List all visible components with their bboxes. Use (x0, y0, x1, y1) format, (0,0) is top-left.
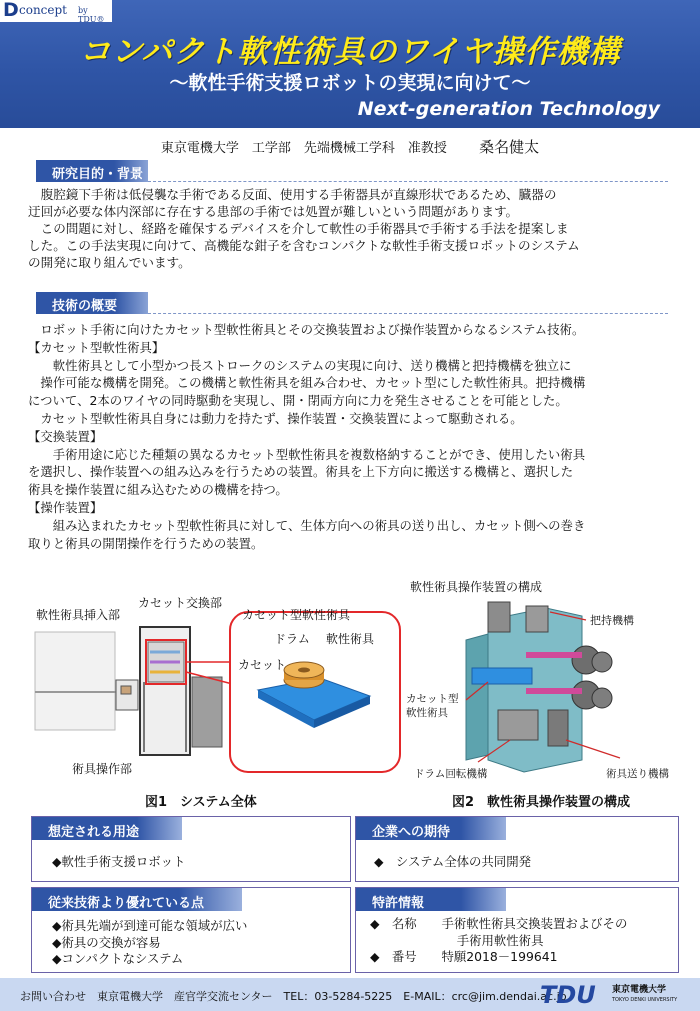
box-expectation-text: ◆ システム全体の共同開発 (374, 854, 531, 869)
author-name: 桑名健太 (479, 138, 540, 156)
footer (0, 978, 700, 1011)
tdu-logo: TDU (540, 981, 596, 1009)
label-grip-mechanism: 把持機構 (590, 614, 634, 627)
figure-system-overview (30, 592, 402, 780)
overview-text: ロボット手術に向けたカセット型軟性術具とその交換装置および操作装置からなるシステム技術。 【カセット型軟性術具】 軟性術具として小型かつ長ストロークのシステムの実現に向け、送り機構と把持機構を独立に 操作可能な機構を開発。この機構と軟性術具を組み合わせ、カセット型にした軟性術具。把持機構 について、2本のワイヤの同時駆動を実現し、開・閉両方向に力を発生させることを可能とした。 カセット型軟性術具自身には動力を持たず、操作装置・交換装置によって駆動される。 【交換装置】 手術用途に応じた種類の異なるカセット型軟性術具を複数格納することができ、使用したい術具 を選択し、操作装置への組み込みを行うための装置。術具を上下方向に搬送する機構と、選択した 術具を操作装置に組み込むための機構を持つ。 【操作装置】 組み込まれたカセット型軟性術具に対して、生体方向への術具の送り出し、カセット側への巻き 取りと術具の開閉操作を行うための装置。 (28, 322, 586, 551)
section-divider (148, 292, 668, 314)
box-patent-heading: 特許情報 (356, 888, 506, 911)
label-drum: ドラム (274, 632, 310, 646)
figure2-title: 軟性術具操作装置の構成 (410, 580, 543, 594)
author-line (0, 136, 700, 157)
figure2-caption: 図2 軟性術具操作装置の構成 (452, 795, 631, 810)
label-feed-mechanism: 術具送り機構 (606, 768, 669, 780)
box-expectation (355, 816, 679, 882)
box-use-text: ◆軟性手術支援ロボット (52, 854, 186, 869)
dconcept-logo (0, 0, 112, 22)
figure-operation-device (406, 580, 686, 790)
operation-device-diagram (406, 590, 686, 780)
label-insertion-part: 軟性術具挿入部 (36, 608, 121, 622)
label-cassette-tool: カセット型軟性術具 (242, 608, 351, 622)
box-patent (355, 887, 679, 973)
box-patent-text: ◆ 名称 手術軟性術具交換装置およびその 手術用軟性術具 ◆ 番号 特願2018－199641 (370, 916, 628, 964)
author-affiliation: 東京電機大学 工学部 先端機械工学科 准教授 (160, 141, 447, 156)
box-expectation-heading: 企業への期待 (356, 817, 506, 840)
label-cassette-tool-2: カセット型 軟性術具 (406, 693, 459, 719)
logo-concept: concept (19, 3, 67, 17)
figure1-caption: 図1 システム全体 (145, 795, 257, 810)
purpose-text: 腹腔鏡下手術は低侵襲な手術である反面、使用する手術器具が直線形状であるため、臓器の 迂回が必要な体内深部に存在する患部の手術では処置が難しいという問題があります。 この問題に対し、経路を確保するデバイスを介して軟性の手術器具で手術する手法を提案しま した。この手法実現に向けて、高機能な鉗子を含むコンパクトな軟性手術支援ロボットのシステム の開発に取り組んでいます。 (28, 187, 580, 270)
label-drum-rotation: ドラム回転機構 (414, 768, 488, 780)
page-title: コンパクト軟性術具のワイヤ操作機構 (79, 34, 621, 70)
label-operation-part: 術具操作部 (72, 762, 133, 776)
box-use-heading: 想定される用途 (32, 817, 182, 840)
tagline: Next-generation Technology (357, 98, 660, 120)
footer-contact: お問い合わせ 東京電機大学 産官学交流センター TEL：03-5284-5225 E-MAIL：crc@jim.dendai.ac.jp (20, 990, 567, 1003)
page-subtitle: ～軟性手術支援ロボットの実現に向けて～ (169, 72, 531, 94)
box-use (31, 816, 351, 882)
label-cassette: カセット (238, 658, 287, 672)
label-cassette-changer: カセット交換部 (138, 596, 223, 610)
box-advantage-text: ◆術具先端が到達可能な領域が広い ◆術具の交換が容易 ◆コンパクトなシステム (52, 918, 248, 966)
section-heading-purpose: 研究目的・背景 (36, 160, 148, 182)
box-advantage (31, 887, 351, 973)
box-advantage-heading: 従来技術より優れている点 (32, 888, 242, 911)
logo-d: D (3, 0, 19, 21)
logo-by: by TDU® (78, 6, 105, 24)
university-name: 東京電機大学 (612, 985, 667, 995)
university-name-en: TOKYO DENKI UNIVERSITY (612, 997, 678, 1003)
label-flexible-tool: 軟性術具 (326, 632, 375, 646)
section-heading-overview: 技術の概要 (36, 292, 148, 314)
header-banner (0, 0, 700, 128)
section-divider (148, 160, 668, 182)
